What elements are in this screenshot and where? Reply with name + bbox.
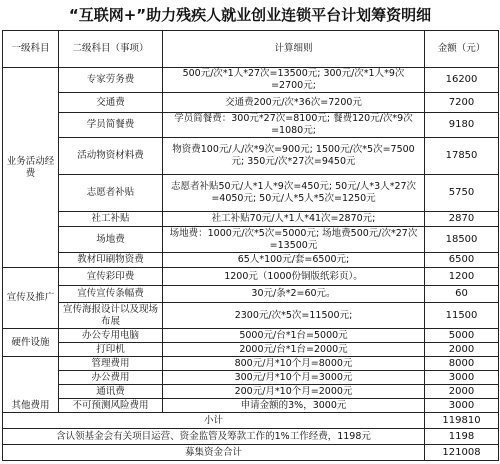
workfee-amount: 1198 — [425, 429, 499, 445]
calc-cell: 5000元/台*1台=5000元 — [163, 329, 425, 343]
group-hardware: 硬件设施 — [3, 329, 59, 357]
amount-cell: 16200 — [425, 68, 499, 93]
table-row — [3, 385, 499, 399]
calc-cell: 学员简餐费：300元*27次=8100元; 餐费120元/次*9次=1080元; — [163, 113, 425, 138]
item-cell: 宣传海报设计以及现场布展 — [59, 303, 163, 329]
table-row — [3, 286, 499, 303]
item-cell: 学员简餐费 — [59, 113, 163, 138]
amount-cell: 5000 — [425, 329, 499, 343]
subtotal-amount: 119810 — [425, 413, 499, 429]
amount-cell: 2000 — [425, 343, 499, 357]
table-row — [3, 371, 499, 385]
table-row — [3, 113, 499, 138]
table-row — [3, 268, 499, 286]
header-amount: 金额（元） — [425, 31, 499, 68]
table-row — [3, 227, 499, 253]
group-other: 其他费用 — [3, 357, 59, 413]
item-cell: 办公专用电脑 — [59, 329, 163, 343]
amount-cell: 3000 — [425, 371, 499, 385]
item-cell: 专家劳务费 — [59, 68, 163, 93]
table-row — [3, 175, 499, 212]
amount-cell: 6500 — [425, 253, 499, 268]
amount-cell: 2870 — [425, 212, 499, 227]
amount-cell: 1200 — [425, 268, 499, 286]
amount-cell: 7200 — [425, 93, 499, 113]
table-row — [3, 329, 499, 343]
calc-cell: 交通费200元/次*36次=7200元 — [163, 93, 425, 113]
table-row — [3, 303, 499, 329]
table-row — [3, 253, 499, 268]
header-level1: 一级科目 — [3, 31, 59, 68]
item-cell: 办公费用 — [59, 371, 163, 385]
item-cell: 社工补贴 — [59, 212, 163, 227]
calc-cell: 500元/次*1人*27次=13500元; 300元/次*1人*9次=2700元; — [163, 68, 425, 93]
calc-cell: 30元/条*2=60元。 — [163, 286, 425, 303]
calc-cell: 200元/月*10个月=2000元 — [163, 385, 425, 399]
item-cell: 交通费 — [59, 93, 163, 113]
workfee-label: 含认领基金会有关项目运营、资金监管及筹款工作的1%工作经费，1198元 — [3, 429, 425, 445]
table-row — [3, 357, 499, 371]
calc-cell: 申请金额的3%，3000元 — [163, 399, 425, 413]
calc-cell: 800元/月*10个月=8000元 — [163, 357, 425, 371]
item-cell: 活动物资材料费 — [59, 138, 163, 175]
total-label: 募集资金合计 — [3, 445, 425, 461]
calc-cell: 社工补贴70元/人*1人*41次=2870元; — [163, 212, 425, 227]
calc-cell: 2300元/次*5次=11500元; — [163, 303, 425, 329]
table-row — [3, 343, 499, 357]
item-cell: 通讯费 — [59, 385, 163, 399]
table-row — [3, 138, 499, 175]
total-amount: 121008 — [425, 445, 499, 461]
amount-cell: 17850 — [425, 138, 499, 175]
subtotal-label: 小计 — [3, 413, 425, 429]
calc-cell: 300元/月*10个月=3000元 — [163, 371, 425, 385]
calc-cell: 场地费：1000元/次*5次=5000元; 场地费500元/次*27次=13500元 — [163, 227, 425, 253]
item-cell: 宣传彩印费 — [59, 268, 163, 286]
budget-table — [2, 30, 499, 461]
amount-cell: 3000 — [425, 399, 499, 413]
table-row — [3, 212, 499, 227]
item-cell: 宣传宣传条幅费 — [59, 286, 163, 303]
header-calc: 计算细则 — [163, 31, 425, 68]
page-title: “互联网+”助力残疾人就业创业连锁平台计划筹资明细 — [68, 6, 432, 24]
header-row — [3, 31, 499, 68]
group-publicity: 宣传及推广 — [3, 268, 59, 329]
table-row — [3, 68, 499, 93]
amount-cell: 2000 — [425, 385, 499, 399]
item-cell: 教材印刷物资费 — [59, 253, 163, 268]
total-row — [3, 445, 499, 461]
item-cell: 志愿者补贴 — [59, 175, 163, 212]
calc-cell: 志愿者补贴50元/人*1人*9次=450元; 50元/人*3人*27次=4050元; 50元/人*5人*5次=1250元 — [163, 175, 425, 212]
table-row — [3, 399, 499, 413]
group-business: 业务活动经费 — [3, 68, 59, 268]
table-row — [3, 93, 499, 113]
amount-cell: 18500 — [425, 227, 499, 253]
workfee-row — [3, 429, 499, 445]
item-cell: 不可预测风险费用 — [59, 399, 163, 413]
item-cell: 管理费用 — [59, 357, 163, 371]
calc-cell: 1200元（1000份铜版纸彩页）。 — [163, 268, 425, 286]
amount-cell: 11500 — [425, 303, 499, 329]
amount-cell: 5750 — [425, 175, 499, 212]
amount-cell: 9180 — [425, 113, 499, 138]
calc-cell: 2000元/台*1台=2000元 — [163, 343, 425, 357]
calc-cell: 65人*100元/套=6500元; — [163, 253, 425, 268]
amount-cell: 8000 — [425, 357, 499, 371]
amount-cell: 60 — [425, 286, 499, 303]
calc-cell: 物资费100元/人/次*9次=900元; 1500元/次*5次=7500元; 350元/次*27次=9450元 — [163, 138, 425, 175]
subtotal-row — [3, 413, 499, 429]
item-cell: 场地费 — [59, 227, 163, 253]
header-level2: 二级科目（事项） — [59, 31, 163, 68]
item-cell: 打印机 — [59, 343, 163, 357]
